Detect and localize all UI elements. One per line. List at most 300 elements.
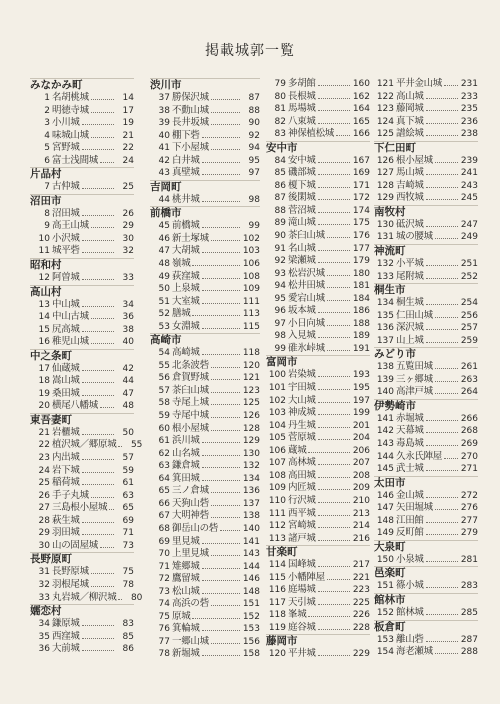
castle-name: 膳城	[172, 308, 191, 320]
entry-number: 80	[274, 91, 286, 102]
entry-number: 15	[38, 324, 50, 335]
dot-leader	[202, 455, 240, 456]
dot-leader	[202, 543, 240, 544]
castle-entry	[266, 609, 370, 622]
dot-leader	[91, 573, 114, 574]
castle-name: 女淵城	[172, 320, 200, 332]
castle-entry	[30, 208, 134, 221]
castle-entry	[266, 495, 370, 508]
castle-entry	[266, 78, 370, 91]
castle-name: 内出城	[52, 452, 80, 464]
castle-name: 館林城	[396, 606, 424, 618]
dot-leader	[202, 252, 240, 253]
page-number: 270	[460, 451, 478, 462]
page-number: 61	[122, 478, 134, 489]
castle-name: 後閑城	[288, 192, 316, 204]
dot-leader	[91, 137, 114, 138]
dot-leader	[318, 402, 350, 403]
castle-name: 長井坂城	[172, 117, 209, 129]
dot-leader	[318, 162, 350, 163]
dot-leader	[202, 137, 240, 138]
page-number: 103	[242, 246, 260, 257]
castle-name: 吉崎城	[396, 179, 424, 191]
castle-name: 天狗山砦	[172, 497, 209, 509]
entry-number: 75	[158, 611, 170, 622]
entry-number: 42	[158, 155, 170, 166]
entry-number: 17	[38, 363, 50, 374]
page-number: 152	[242, 611, 260, 622]
entry-number: 16	[38, 337, 50, 348]
page-number: 245	[460, 193, 478, 204]
page-number: 231	[460, 79, 478, 89]
entry-number: 58	[158, 398, 170, 409]
dot-leader	[91, 99, 114, 100]
entry-number: 4	[44, 130, 50, 141]
page-number: 279	[460, 528, 478, 539]
dot-leader	[82, 149, 114, 150]
castle-name: 小平城	[396, 258, 424, 270]
municipality-section	[266, 78, 370, 141]
entry-number: 116	[268, 585, 286, 596]
dot-leader	[82, 306, 114, 307]
dot-leader	[435, 381, 458, 382]
entry-number: 54	[158, 348, 170, 359]
dot-leader	[318, 540, 350, 541]
castle-entry	[30, 618, 134, 631]
dot-leader	[444, 458, 458, 459]
dot-leader	[100, 547, 114, 548]
entry-number: 143	[376, 439, 394, 450]
entry-number: 8	[44, 208, 50, 219]
page-number: 162	[352, 91, 370, 102]
page-number: 249	[460, 232, 478, 243]
entry-number: 79	[274, 79, 286, 89]
dot-leader	[82, 625, 114, 626]
castle-entry	[374, 91, 478, 104]
page-number: 177	[352, 243, 370, 254]
municipality-section	[30, 413, 143, 552]
entry-number: 9	[44, 221, 50, 232]
castle-entry	[30, 591, 143, 605]
entry-number: 68	[158, 523, 170, 534]
dot-leader	[82, 459, 114, 460]
dot-leader	[435, 653, 458, 654]
page-number: 102	[242, 233, 260, 244]
entry-number: 50	[158, 284, 170, 295]
castle-name: 尻高城	[52, 323, 80, 335]
page-number: 134	[242, 473, 260, 484]
page-number: 179	[352, 256, 370, 267]
entry-number: 60	[158, 423, 170, 434]
municipality-heading: 館林市	[374, 593, 478, 607]
castle-name: 武士城	[396, 463, 424, 475]
castle-entry	[150, 623, 260, 636]
castle-name: 久永氏陣屋	[396, 450, 443, 462]
castle-name: 愛宕山城	[288, 292, 325, 304]
castle-entry	[266, 180, 370, 193]
entry-number: 46	[158, 233, 170, 244]
castle-entry	[150, 92, 260, 105]
castle-entry	[266, 293, 370, 306]
castle-entry	[30, 388, 134, 401]
castle-entry	[266, 243, 370, 256]
castle-entry	[374, 361, 478, 374]
entry-number: 128	[376, 180, 394, 191]
castle-name: 三ノ倉城	[172, 485, 209, 497]
castle-entry	[150, 258, 260, 271]
castle-entry	[30, 336, 134, 349]
dot-leader	[318, 489, 350, 490]
page-number: 206	[352, 445, 370, 456]
castle-entry	[266, 470, 370, 483]
entry-number: 115	[268, 572, 286, 583]
page-number: 239	[460, 155, 478, 166]
castle-entry	[266, 280, 370, 293]
castle-name: 矢田堀城	[396, 502, 433, 514]
page-number: 153	[242, 624, 260, 635]
castle-entry	[266, 103, 370, 116]
municipality-heading: 神流町	[374, 244, 478, 258]
page-number: 137	[242, 498, 260, 509]
dot-leader	[327, 275, 350, 276]
dot-leader	[202, 278, 240, 279]
entry-number: 63	[158, 461, 170, 472]
page-number: 207	[352, 458, 370, 469]
castle-name: 磯部城	[288, 167, 316, 179]
entry-number: 74	[158, 599, 170, 610]
dot-leader	[82, 370, 114, 371]
castle-name: 阿曽城	[52, 272, 80, 284]
page-number: 34	[122, 299, 134, 310]
entry-number: 37	[158, 93, 170, 103]
page-number: 165	[352, 116, 370, 127]
castle-entry	[266, 255, 370, 268]
castle-entry	[374, 116, 478, 129]
municipality-heading: 伊勢崎市	[374, 399, 478, 413]
castle-name: 箕田城	[172, 472, 200, 484]
entry-number: 103	[268, 408, 286, 419]
entry-number: 110	[268, 495, 286, 506]
castle-entry	[150, 130, 260, 143]
dot-leader	[435, 393, 458, 394]
dot-leader	[82, 472, 114, 473]
page-number: 261	[460, 362, 478, 373]
dot-leader	[202, 480, 240, 481]
page-number: 271	[460, 464, 478, 475]
dot-leader	[318, 427, 350, 428]
page-number: 121	[242, 373, 260, 384]
municipality-section	[150, 206, 260, 333]
castle-entry	[30, 452, 134, 465]
castle-entry	[266, 116, 370, 129]
castle-name: 白井城	[172, 154, 200, 166]
dot-leader	[426, 534, 458, 535]
castle-entry	[30, 400, 134, 413]
castle-name: 馬山城	[396, 167, 424, 179]
municipality-heading: みどり市	[374, 347, 478, 361]
page-number: 263	[460, 374, 478, 385]
castle-name: 大室城	[172, 295, 200, 307]
castle-entry	[30, 631, 134, 644]
dot-leader	[202, 655, 240, 656]
dot-leader	[426, 265, 458, 266]
castle-name: 長根城	[288, 90, 316, 102]
castle-entry	[266, 305, 370, 318]
castle-name: 高浜の砦	[172, 598, 209, 610]
page-number: 65	[122, 503, 134, 514]
castle-name: 峯城	[288, 609, 307, 621]
dot-leader	[202, 303, 240, 304]
entry-number: 57	[158, 385, 170, 396]
entry-number: 147	[376, 503, 394, 514]
entry-number: 85	[274, 168, 286, 179]
entry-number: 123	[376, 104, 394, 115]
municipality-heading: 下仁田町	[374, 141, 478, 155]
page-number: 78	[122, 579, 134, 590]
castle-entry	[374, 438, 478, 451]
dot-leader	[211, 379, 240, 380]
dot-leader	[109, 509, 114, 510]
castle-name: 羽田城	[52, 527, 80, 539]
entry-number: 41	[158, 143, 170, 154]
castle-entry	[30, 427, 134, 440]
entry-number: 33	[38, 592, 50, 603]
castle-entry	[30, 490, 134, 503]
castle-entry	[30, 233, 134, 246]
castle-entry	[150, 283, 260, 296]
dot-leader	[444, 85, 458, 86]
entry-number: 12	[38, 273, 50, 284]
municipality-heading: 東吾妻町	[30, 413, 134, 427]
entry-number: 32	[38, 579, 50, 590]
castle-entry	[266, 205, 370, 218]
castle-name: 丹生城	[288, 419, 316, 431]
entry-number: 129	[376, 193, 394, 204]
castle-name: 里見城	[172, 535, 200, 547]
municipality-section	[374, 566, 478, 593]
dot-leader	[308, 452, 350, 453]
page-number: 188	[352, 318, 370, 329]
dot-leader	[82, 638, 114, 639]
castle-name: 榎下城	[288, 179, 316, 191]
page-number: 175	[352, 218, 370, 229]
entry-number: 87	[274, 193, 286, 204]
page-number: 48	[122, 401, 134, 412]
entry-number: 19	[38, 388, 50, 399]
castle-name: 小幡陣屋	[288, 571, 325, 583]
castle-entry	[374, 580, 478, 593]
dot-leader	[82, 279, 114, 280]
castle-entry	[266, 230, 370, 243]
page-number: 252	[460, 271, 478, 282]
page-number: 19	[122, 118, 134, 129]
entry-number: 2	[44, 105, 50, 116]
dot-leader	[426, 199, 458, 200]
castle-entry	[150, 498, 260, 511]
dot-leader	[82, 650, 114, 651]
page-number: 180	[352, 268, 370, 279]
dot-leader	[91, 586, 114, 587]
page-number: 213	[352, 508, 370, 519]
castle-entry	[266, 445, 370, 458]
castle-entry	[266, 382, 370, 395]
castle-entry	[30, 477, 134, 490]
castle-entry	[150, 460, 260, 473]
entry-number: 100	[268, 370, 286, 381]
entry-number: 7	[44, 182, 50, 193]
municipality-section	[374, 141, 478, 205]
castle-entry	[150, 245, 260, 258]
castle-name: 岩櫃城	[52, 426, 80, 438]
municipality-section	[30, 78, 134, 167]
dot-leader	[318, 515, 350, 516]
castle-name: 城平砦	[52, 245, 80, 257]
entry-number: 134	[376, 298, 394, 309]
dot-leader	[91, 112, 114, 113]
castle-name: 藤岡城	[396, 103, 424, 115]
page-number: 57	[122, 453, 134, 464]
dot-leader	[211, 555, 240, 556]
castle-name: 萩生城	[52, 514, 80, 526]
entry-number: 67	[158, 511, 170, 522]
page-number: 24	[122, 155, 134, 166]
municipality-section	[30, 349, 134, 413]
entry-number: 39	[158, 118, 170, 129]
castle-name: 坂本城	[288, 305, 316, 317]
castle-name: 菅沼城	[288, 204, 316, 216]
entry-number: 76	[158, 624, 170, 635]
municipality-heading: 邑楽町	[374, 566, 478, 580]
castle-name: 鎌原城	[52, 618, 80, 630]
castle-entry	[266, 217, 370, 230]
entry-number: 133	[376, 271, 394, 282]
castle-name: 梁瀬城	[288, 255, 316, 267]
page-number: 225	[352, 597, 370, 608]
page-number: 201	[352, 420, 370, 431]
entry-number: 20	[38, 401, 50, 412]
dot-leader	[426, 123, 458, 124]
castle-name: 毒島城	[396, 438, 424, 450]
castle-name: 味城山城	[52, 129, 89, 141]
castle-entry	[30, 439, 143, 452]
entry-number: 139	[376, 374, 394, 385]
dot-leader	[202, 580, 240, 581]
castle-name: 中山城	[52, 298, 80, 310]
dot-leader	[318, 212, 350, 213]
castle-name: 小泉城	[396, 553, 424, 565]
castle-entry	[266, 330, 370, 343]
municipality-heading: 吉岡町	[150, 180, 260, 194]
castle-name: 稲荷城	[52, 477, 80, 489]
dot-leader	[211, 112, 240, 113]
castle-name: 碓氷峠城	[288, 342, 325, 354]
dot-leader	[426, 614, 458, 615]
municipality-heading: 嬬恋村	[30, 604, 134, 618]
page-number: 140	[242, 523, 260, 534]
castle-name: 八束城	[288, 115, 316, 127]
castle-name: 桐生城	[396, 297, 424, 309]
page-number: 108	[242, 271, 260, 282]
entry-number: 153	[376, 634, 394, 645]
page-number: 88	[248, 105, 260, 116]
castle-name: 御岳山の砦	[172, 522, 219, 534]
municipality-section	[374, 476, 478, 540]
entry-number: 92	[274, 256, 286, 267]
page-number: 193	[352, 370, 370, 381]
dot-leader	[426, 304, 458, 305]
castle-entry	[374, 180, 478, 193]
entry-number: 141	[376, 413, 394, 424]
page-number: 221	[352, 572, 370, 583]
castle-entry	[374, 219, 478, 232]
page-number: 288	[460, 647, 478, 658]
page-number: 85	[122, 631, 134, 642]
page-number: 243	[460, 180, 478, 191]
dot-leader	[426, 226, 458, 227]
page-number: 36	[122, 312, 134, 323]
castle-entry	[150, 485, 260, 498]
page-number: 287	[460, 634, 478, 645]
dot-leader	[82, 434, 114, 435]
municipality-heading: 富岡市	[266, 355, 370, 369]
castle-name: 真壁城	[172, 167, 200, 179]
castle-name: 宇田城	[288, 382, 316, 394]
entry-number: 117	[268, 597, 286, 608]
municipality-section	[30, 552, 143, 604]
dot-leader	[318, 604, 350, 605]
page-number: 223	[352, 585, 370, 596]
dot-leader	[327, 300, 350, 301]
dot-leader	[318, 376, 350, 377]
entry-number: 3	[44, 118, 50, 129]
page-number: 210	[352, 495, 370, 506]
dot-leader	[318, 123, 350, 124]
dot-leader	[327, 287, 350, 288]
entry-number: 99	[274, 343, 286, 354]
page-number: 144	[242, 561, 260, 572]
entry-number: 102	[268, 395, 286, 406]
dot-leader	[426, 561, 458, 562]
page-number: 257	[460, 323, 478, 334]
entry-number: 119	[268, 622, 286, 633]
page-number: 266	[460, 413, 478, 424]
page-number: 29	[122, 221, 134, 232]
entry-number: 40	[158, 130, 170, 141]
page-number: 97	[248, 168, 260, 179]
page-number: 269	[460, 439, 478, 450]
page-number: 42	[122, 363, 134, 374]
castle-entry	[374, 646, 478, 659]
castle-entry	[150, 220, 260, 233]
entry-number: 44	[158, 194, 170, 205]
castle-name: 沼田城	[52, 207, 80, 219]
entry-number: 70	[158, 549, 170, 560]
page-number: 199	[352, 408, 370, 419]
dot-leader	[100, 162, 114, 163]
entry-number: 55	[158, 360, 170, 371]
entry-number: 51	[158, 296, 170, 307]
page-number: 189	[352, 331, 370, 342]
dot-leader	[91, 343, 114, 344]
castle-entry	[30, 155, 134, 168]
municipality-heading: 前橋市	[150, 206, 260, 220]
castle-entry	[150, 233, 260, 246]
entry-number: 38	[158, 105, 170, 116]
dot-leader	[426, 470, 458, 471]
entry-number: 154	[376, 647, 394, 658]
castle-entry	[30, 92, 134, 105]
entry-number: 125	[376, 129, 394, 140]
